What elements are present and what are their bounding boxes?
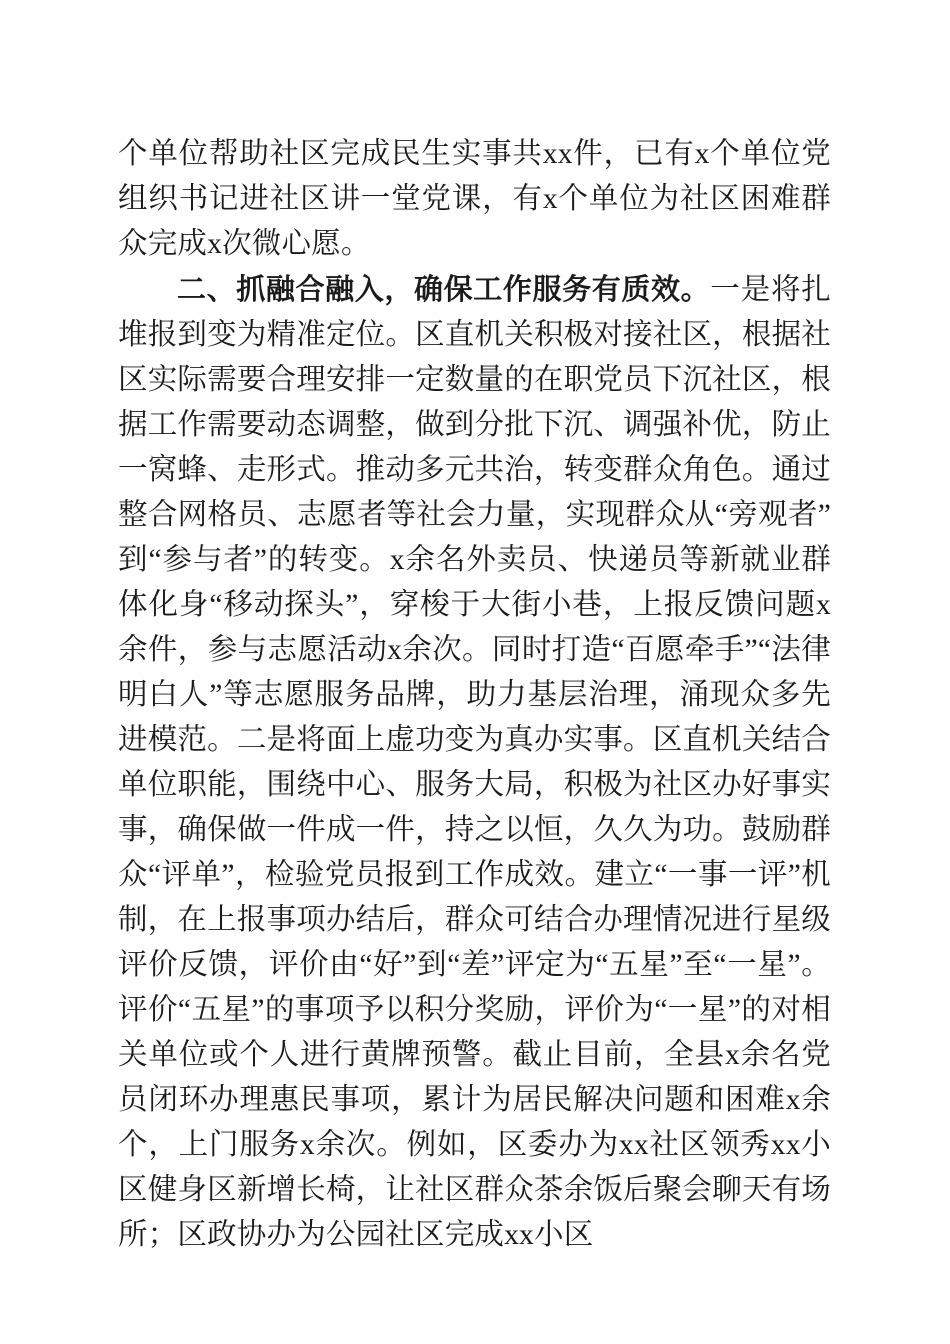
paragraph-section-two — [118, 267, 831, 1258]
paragraph-continuation — [118, 132, 831, 267]
document-body-text — [118, 132, 831, 1258]
section-two-body-text: 一是将扎堆报到变为精准定位。区直机关积极对接社区，根据社区实际需要合理安排一定数量的在职党员下沉社区，根据工作需要动态调整，做到分批下沉、调强补优，防止一窝蜂、走形式。推动多元共治，转变群众角色。通过整合网格员、志愿者等社会力量，实现群众从“旁观者”到“参与者”的转变。x余名外卖员、快递员等新就业群体化身“移动探头”，穿梭于大街小巷，上报反馈问题x余件，参与志愿活动x余次。同时打造“百愿牵手”“法律明白人”等志愿服务品牌，助力基层治理，涌现众多先进模范。二是将面上虚功变为真办实事。区直机关结合单位职能，围绕中心、服务大局，积极为社区办好事实事，确保做一件成一件，持之以恒，久久为功。鼓励群众“评单”，检验党员报到工作成效。建立“一事一评”机制，在上报事项办结后，群众可结合办理情况进行星级评价反馈，评价由“好”到“差”评定为“五星”至“一星”。评价“五星”的事项予以积分奖励，评价为“一星”的对相关单位或个人进行黄牌预警。截止目前，全县x余名党员闭环办理惠民事项，累计为居民解决问题和困难x余个，上门服务x余次。例如，区委办为xx社区领秀xx小区健身区新增长椅，让社区群众茶余饭后聚会聊天有场所；区政协办为公园社区完成xx小区 — [118, 274, 831, 1251]
section-two-heading: 二、抓融合融入，确保工作服务有质效。 — [177, 272, 711, 306]
paragraph-continuation-text: 个单位帮助社区完成民生实事共xx件，已有x个单位党组织书记进社区讲一堂党课，有x个单位为社区困难群众完成x次微心愿。 — [118, 138, 831, 260]
